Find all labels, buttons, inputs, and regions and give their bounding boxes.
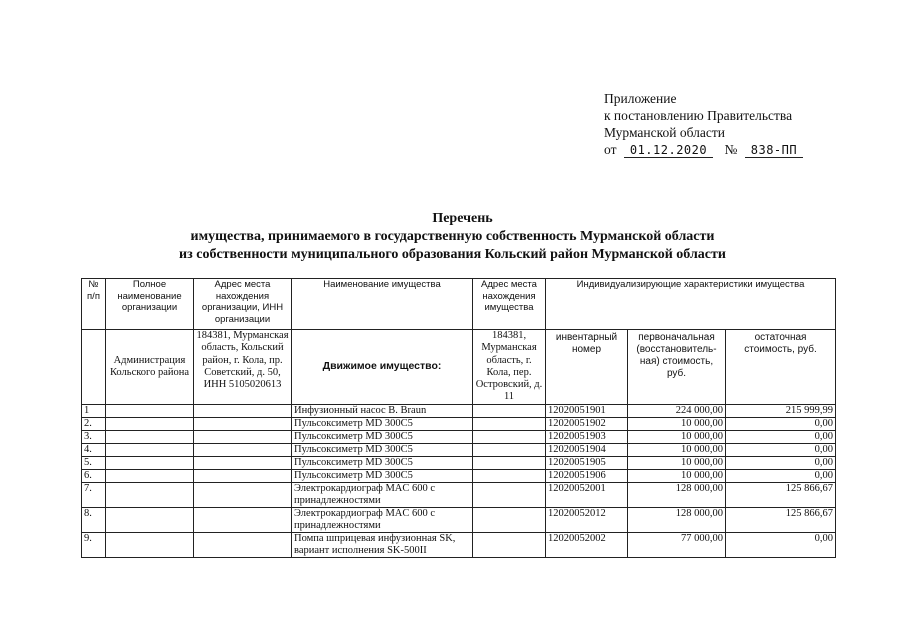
row-inventory-number: 12020051901 — [546, 404, 628, 417]
row-initial-cost: 10 000,00 — [628, 417, 726, 430]
row-inventory-number: 12020051903 — [546, 430, 628, 443]
row-initial-cost: 77 000,00 — [628, 532, 726, 557]
row-initial-cost: 10 000,00 — [628, 443, 726, 456]
row-num: 2. — [82, 417, 106, 430]
title-line-2: имущества, принимаемого в государственную собственность Мурманской области — [190, 229, 715, 244]
appendix-title: Приложение — [604, 91, 677, 106]
row-inventory-number: 12020051904 — [546, 443, 628, 456]
row-org-name — [106, 417, 194, 430]
row-residual-cost: 0,00 — [726, 532, 836, 557]
row-inventory-number: 12020051902 — [546, 417, 628, 430]
row-initial-cost: 10 000,00 — [628, 430, 726, 443]
document-title — [0, 210, 905, 264]
row-inventory-number: 12020052002 — [546, 532, 628, 557]
row-num: 5. — [82, 456, 106, 469]
header-asset-address: Адрес места нахождения имущества — [473, 279, 546, 330]
row-inventory-number: 12020051905 — [546, 456, 628, 469]
row-initial-cost: 224 000,00 — [628, 404, 726, 417]
row-org-address — [194, 404, 292, 417]
row-asset-name: Пульсоксиметр MD 300C5 — [292, 456, 473, 469]
row-residual-cost: 215 999,99 — [726, 404, 836, 417]
row-inventory-number: 12020052012 — [546, 507, 628, 532]
row-residual-cost: 0,00 — [726, 417, 836, 430]
row-org-name — [106, 469, 194, 482]
header-row-2 — [82, 330, 836, 405]
title-line-1: Перечень — [432, 211, 493, 226]
table-row — [82, 443, 836, 456]
row-residual-cost: 0,00 — [726, 443, 836, 456]
row-org-address — [194, 443, 292, 456]
row-asset-name: Электрокардиограф MAC 600 с принадлежностями — [292, 507, 473, 532]
number-label: № — [724, 142, 738, 157]
table-row — [82, 430, 836, 443]
row-asset-address — [473, 469, 546, 482]
row-residual-cost: 0,00 — [726, 469, 836, 482]
org-num-cell — [82, 330, 106, 405]
row-asset-name: Инфузионный насос B. Braun — [292, 404, 473, 417]
row-num: 7. — [82, 482, 106, 507]
row-asset-address — [473, 482, 546, 507]
row-num: 9. — [82, 532, 106, 557]
appendix-block — [604, 90, 803, 159]
row-asset-address — [473, 443, 546, 456]
row-org-name — [106, 404, 194, 417]
title-line-3: из собственности муниципального образования Кольский район Мурманской области — [179, 247, 726, 262]
table-row — [82, 404, 836, 417]
row-asset-name: Пульсоксиметр MD 300C5 — [292, 430, 473, 443]
row-residual-cost: 125 866,67 — [726, 507, 836, 532]
row-asset-address — [473, 456, 546, 469]
row-num: 8. — [82, 507, 106, 532]
row-org-address — [194, 482, 292, 507]
table-row — [82, 456, 836, 469]
row-residual-cost: 0,00 — [726, 430, 836, 443]
table-row — [82, 507, 836, 532]
appendix-date-line — [604, 141, 803, 159]
row-org-name — [106, 443, 194, 456]
table-row — [82, 469, 836, 482]
row-residual-cost: 0,00 — [726, 456, 836, 469]
row-asset-address — [473, 430, 546, 443]
header-org-name: Полное наименование организации — [106, 279, 194, 330]
row-num: 6. — [82, 469, 106, 482]
decree-number: 838-ПП — [745, 143, 803, 158]
row-num: 1 — [82, 404, 106, 417]
row-org-address — [194, 532, 292, 557]
row-org-address — [194, 469, 292, 482]
header-num: № п/п — [82, 279, 106, 330]
row-asset-address — [473, 417, 546, 430]
row-num: 3. — [82, 430, 106, 443]
header-org-address: Адрес места нахождения организации, ИНН организации — [194, 279, 292, 330]
property-table — [81, 278, 836, 558]
row-inventory-number: 12020052001 — [546, 482, 628, 507]
row-asset-name: Электрокардиограф MAC 600 с принадлежностями — [292, 482, 473, 507]
asset-group-label: Движимое имущество: — [292, 330, 473, 405]
row-org-name — [106, 456, 194, 469]
row-num: 4. — [82, 443, 106, 456]
header-residual-cost: остаточная стоимость, руб. — [726, 330, 836, 405]
appendix-decree: к постановлению Правительства — [604, 108, 793, 123]
row-org-address — [194, 456, 292, 469]
appendix-region: Мурманской области — [604, 125, 725, 140]
header-initial-cost: первоначальная (восстановитель-ная) стоимость, руб. — [628, 330, 726, 405]
row-asset-address — [473, 532, 546, 557]
row-initial-cost: 128 000,00 — [628, 507, 726, 532]
decree-date: 01.12.2020 — [624, 143, 713, 158]
row-initial-cost: 128 000,00 — [628, 482, 726, 507]
row-org-address — [194, 417, 292, 430]
row-residual-cost: 125 866,67 — [726, 482, 836, 507]
row-asset-address — [473, 404, 546, 417]
asset-address: 184381, Мурманская область, г. Кола, пер. Островский, д. 11 — [473, 330, 546, 405]
table-row — [82, 417, 836, 430]
row-initial-cost: 10 000,00 — [628, 456, 726, 469]
row-org-name — [106, 430, 194, 443]
header-characteristics: Индивидуализирующие характеристики имущества — [546, 279, 836, 330]
row-org-address — [194, 430, 292, 443]
row-org-name — [106, 482, 194, 507]
row-asset-name: Пульсоксиметр MD 300C5 — [292, 469, 473, 482]
row-asset-address — [473, 507, 546, 532]
org-address: 184381, Мурманская область, Кольский район, г. Кола, пр. Советский, д. 50, ИНН 5105020613 — [194, 330, 292, 405]
row-org-address — [194, 507, 292, 532]
row-org-name — [106, 507, 194, 532]
table-row — [82, 482, 836, 507]
header-asset-name: Наименование имущества — [292, 279, 473, 330]
table-row — [82, 532, 836, 557]
row-inventory-number: 12020051906 — [546, 469, 628, 482]
row-asset-name: Пульсоксиметр MD 300C5 — [292, 443, 473, 456]
from-label: от — [604, 142, 617, 157]
header-inventory-number: инвентарный номер — [546, 330, 628, 405]
org-name: Администрация Кольского района — [106, 330, 194, 405]
row-initial-cost: 10 000,00 — [628, 469, 726, 482]
row-asset-name: Помпа шприцевая инфузионная SK, вариант исполнения SK-500II — [292, 532, 473, 557]
header-row-1 — [82, 279, 836, 330]
row-org-name — [106, 532, 194, 557]
row-asset-name: Пульсоксиметр MD 300C5 — [292, 417, 473, 430]
